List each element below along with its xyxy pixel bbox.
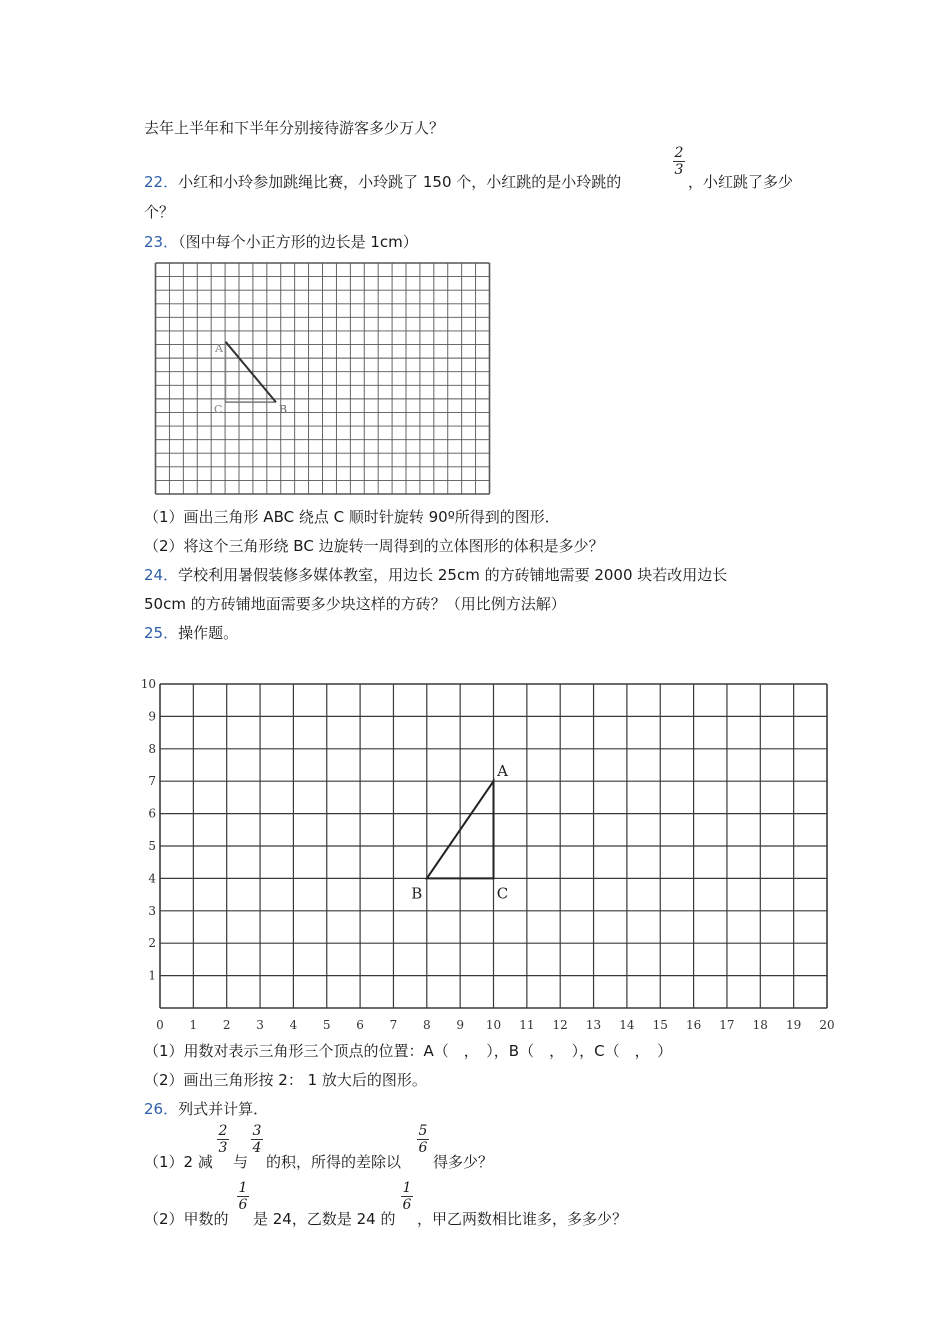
x-tick-label: 10	[485, 1018, 502, 1032]
y-tick-label: 8	[148, 741, 156, 756]
question-25-sub1: （1）用数对表示三角形三个顶点的位置：A（ ， ），B（ ， ），C（ ， ）	[144, 1042, 673, 1060]
x-tick-label: 13	[585, 1018, 602, 1032]
q26-sub2-part-c: ，甲乙两数相比谁多，多多少？	[417, 1210, 628, 1228]
question-22	[144, 172, 621, 192]
fraction-numerator: 2	[218, 1123, 228, 1139]
fraction-q26-2-b	[400, 1181, 414, 1212]
question-number: 23．	[144, 233, 179, 251]
y-tick-labels	[141, 677, 157, 983]
x-tick-label: 5	[322, 1018, 331, 1032]
x-tick-label: 15	[652, 1018, 668, 1032]
x-tick-label: 2	[222, 1018, 231, 1032]
question-24-line2: 50cm 的方砖铺地面需要多少块这样的方砖？（用比例方法解）	[144, 595, 566, 613]
vertex-label-c: C	[496, 884, 509, 903]
question-text: 学校利用暑假装修多媒体教室，用边长 25cm 的方砖铺地需要 2000 块若改用边长	[178, 566, 728, 584]
x-tick-label: 1	[189, 1018, 198, 1032]
question-text: 小红和小玲参加跳绳比赛，小玲跳了 150 个，小红跳的是小玲跳的	[178, 173, 622, 191]
label-c: C	[214, 403, 223, 416]
x-tick-label: 12	[552, 1018, 568, 1032]
q26-sub1-part-d: 得多少？	[433, 1153, 494, 1171]
x-tick-labels	[156, 1018, 834, 1032]
fraction-denominator: 6	[402, 1197, 412, 1213]
question-text: 列式并计算．	[178, 1100, 269, 1118]
fraction-q26-1-a	[216, 1124, 230, 1155]
question-25	[144, 623, 238, 643]
question-number: 22．	[144, 173, 179, 191]
question-number: 25．	[144, 624, 179, 642]
x-tick-label: 4	[289, 1018, 298, 1032]
q26-sub1-part-b: 与	[233, 1153, 249, 1171]
fraction-numerator: 1	[402, 1180, 412, 1196]
fraction-q26-1-c	[416, 1124, 430, 1155]
y-tick-label: 6	[148, 806, 156, 821]
fraction-numerator: 3	[252, 1123, 262, 1139]
y-tick-label: 4	[148, 871, 156, 886]
x-tick-label: 0	[156, 1018, 164, 1032]
x-tick-label: 9	[456, 1018, 464, 1032]
question-text: 操作题。	[178, 624, 239, 642]
fraction-q26-1-b	[250, 1124, 264, 1155]
question-number: 24．	[144, 566, 179, 584]
q23-grid-lines	[156, 263, 490, 494]
x-tick-label: 11	[519, 1018, 535, 1032]
fraction-q26-2-a	[236, 1181, 250, 1212]
question-23	[144, 232, 418, 252]
q23-grid-figure	[150, 258, 495, 500]
x-tick-label: 16	[685, 1018, 702, 1032]
y-tick-label: 9	[148, 709, 156, 724]
fraction-denominator: 4	[252, 1140, 262, 1156]
q26-sub1-part-c: 的积，所得的差除以	[266, 1153, 402, 1171]
label-a: A	[215, 342, 223, 355]
question-23-sub1: （1）画出三角形 ABC 绕点 C 顺时针旋转 90º所得到的图形．	[144, 508, 560, 526]
x-tick-label: 20	[819, 1018, 835, 1032]
fraction-numerator: 1	[238, 1180, 248, 1196]
x-tick-label: 17	[719, 1018, 735, 1032]
q26-sub2-part-b: 是 24，乙数是 24 的	[253, 1210, 396, 1228]
label-b: B	[279, 403, 288, 416]
question-24	[144, 565, 727, 585]
question-25-sub2: （2）画出三角形按 2： 1 放大后的图形。	[144, 1071, 427, 1089]
x-tick-label: 14	[619, 1018, 635, 1032]
question-number: 26．	[144, 1100, 179, 1118]
x-tick-label: 3	[256, 1018, 264, 1032]
y-tick-label: 3	[148, 903, 156, 918]
y-tick-label: 5	[148, 839, 156, 853]
question-text: （图中每个小正方形的边长是 1cm）	[178, 233, 418, 251]
fraction-two-thirds	[672, 146, 686, 177]
fraction-denominator: 6	[418, 1140, 428, 1156]
vertex-label-b: B	[411, 884, 423, 903]
y-tick-label: 2	[148, 936, 156, 951]
question-23-sub2: （2）将这个三角形绕 BC 边旋转一周得到的立体图形的体积是多少？	[144, 537, 604, 555]
question-21-tail: 去年上半年和下半年分别接待游客多少万人？	[144, 119, 445, 137]
x-tick-label: 7	[389, 1018, 398, 1032]
x-tick-label: 6	[356, 1018, 364, 1032]
y-tick-label: 10	[140, 677, 156, 691]
vertex-label-a: A	[497, 762, 508, 781]
q26-sub1-part-a: （1）2 减	[144, 1153, 213, 1171]
y-tick-label: 7	[148, 774, 156, 789]
q25-coordinate-grid	[140, 676, 840, 1032]
q26-sub2-part-a: （2）甲数的	[144, 1210, 229, 1228]
fraction-numerator: 2	[674, 145, 684, 161]
question-22-after: ，小红跳了多少	[688, 173, 794, 191]
question-22-line2: 个？	[144, 203, 175, 221]
fraction-denominator: 3	[218, 1140, 228, 1156]
x-tick-label: 18	[752, 1018, 768, 1032]
y-tick-label: 1	[148, 968, 156, 983]
question-26	[144, 1099, 268, 1119]
fraction-numerator: 5	[418, 1123, 428, 1139]
x-tick-label: 8	[422, 1018, 431, 1032]
fraction-denominator: 6	[238, 1197, 248, 1213]
x-tick-label: 19	[786, 1018, 802, 1032]
fraction-denominator: 3	[674, 162, 684, 178]
